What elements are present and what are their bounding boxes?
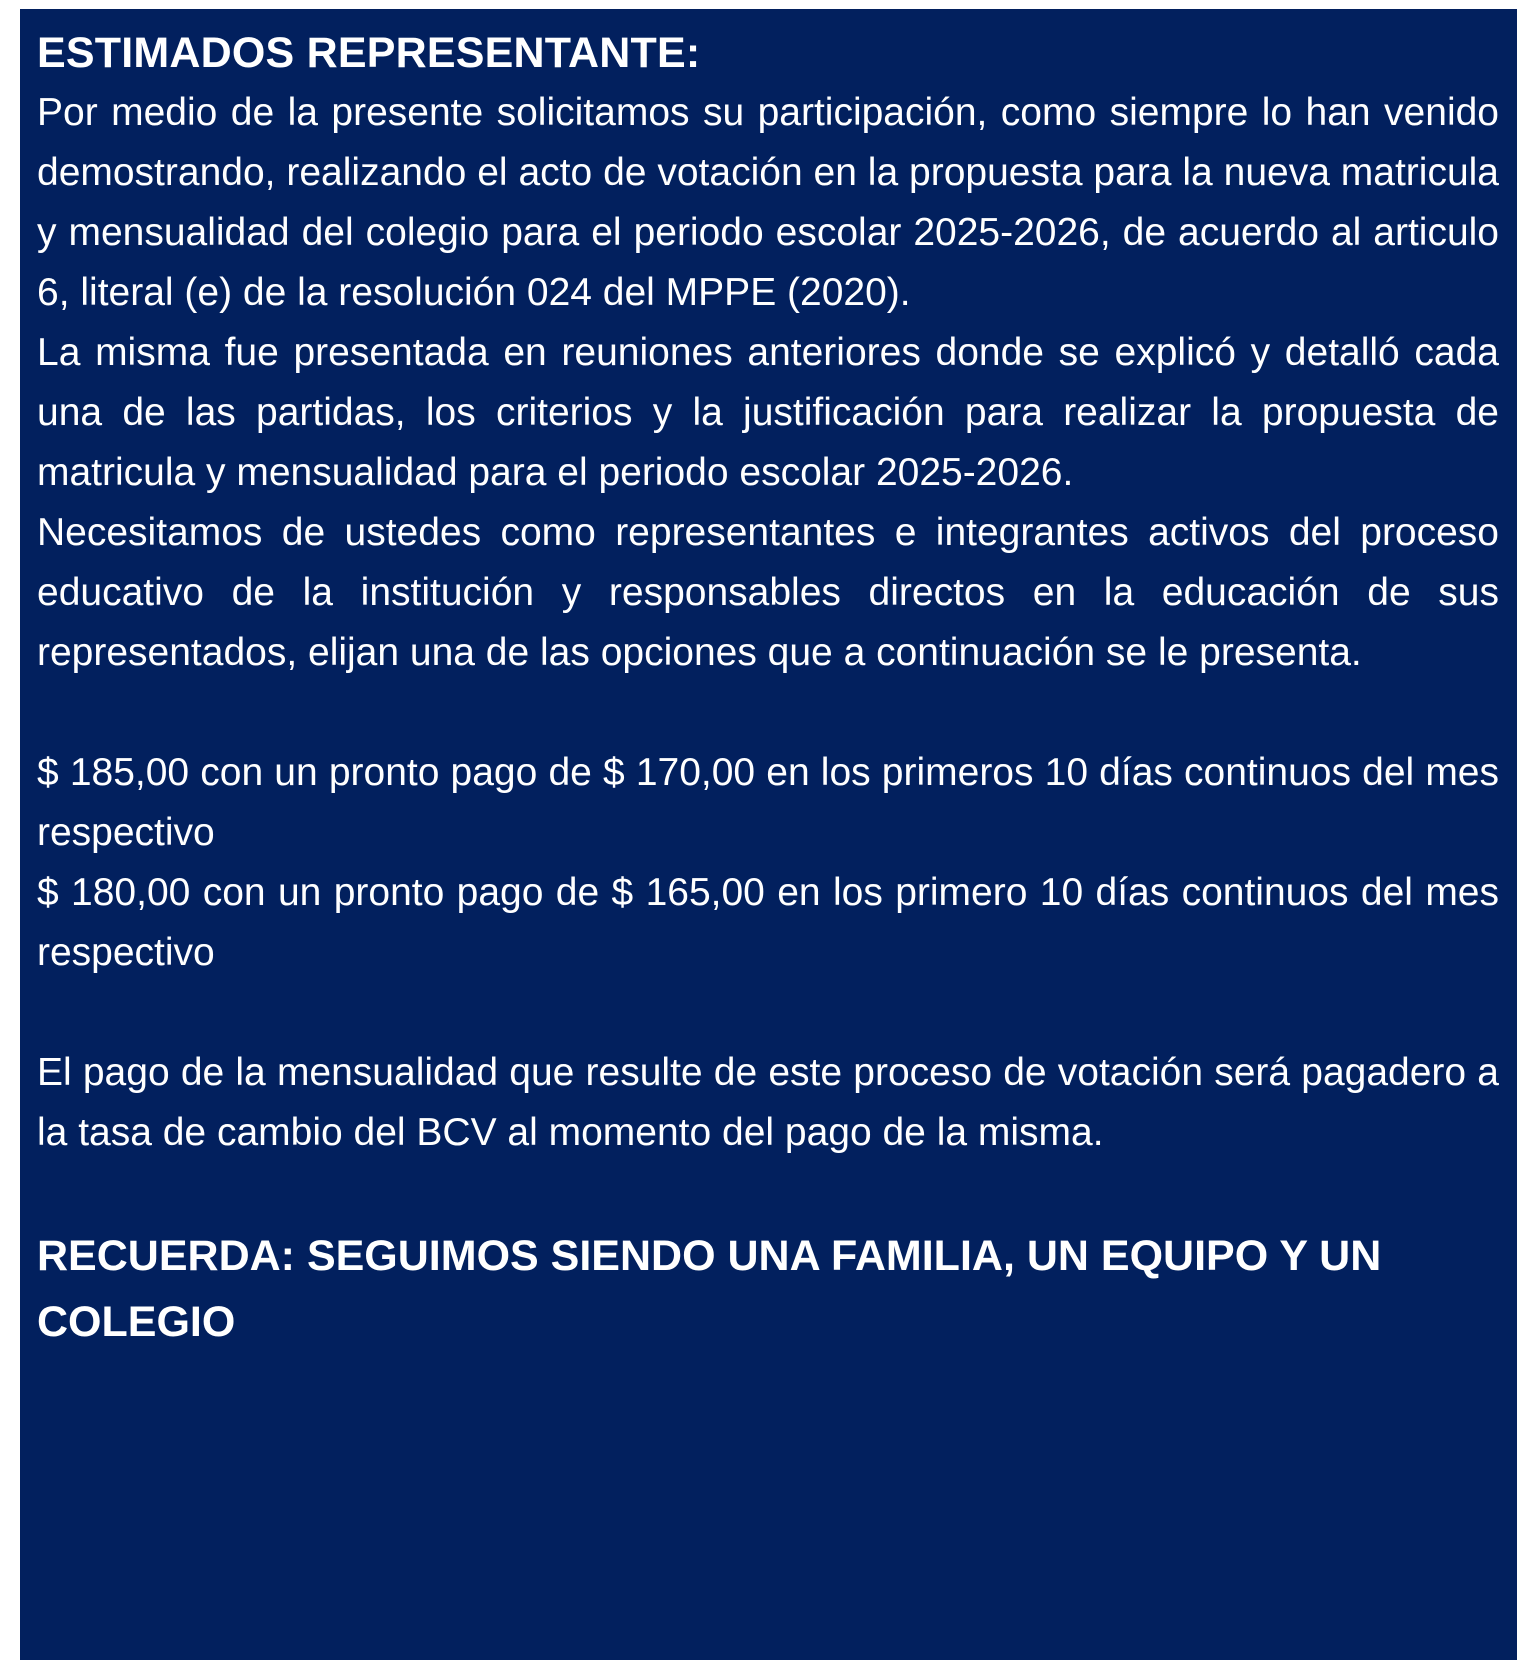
payment-note: El pago de la mensualidad que resulte de este proceso de votación será pagadero a la tasa de cambio del BCV al momento del pago de la misma. [37, 1051, 1499, 1154]
announcement-panel [20, 9, 1517, 1660]
spacer [37, 1163, 1499, 1223]
closing-message: RECUERDA: SEGUIMOS SIENDO UNA FAMILIA, UN EQUIPO Y UN COLEGIO [37, 1232, 1382, 1346]
option-1: $ 185,00 con un pronto pago de $ 170,00 en los primeros 10 días continuos del mes respectivo [37, 751, 1499, 854]
option-2: $ 180,00 con un pronto pago de $ 165,00 en los primero 10 días continuos del mes respectivo [37, 871, 1499, 974]
explanation-paragraph: La misma fue presentada en reuniones anteriores donde se explicó y detalló cada una de las partidas, los criterios y la justificación para realizar la propuesta de matricula y mensualidad para el periodo escolar 2025-2026. [37, 331, 1499, 494]
request-paragraph: Necesitamos de ustedes como representantes e integrantes activos del proceso educativo de la institución y responsables directos en la educación de sus representados, elijan una de las opciones que a continuación se le presenta. [37, 511, 1499, 674]
intro-paragraph: Por medio de la presente solicitamos su participación, como siempre lo han venido demostrando, realizando el acto de votación en la propuesta para la nueva matricula y mensualidad del colegio para el periodo escolar 2025-2026, de acuerdo al articulo 6, literal (e) de la resolución 024 del MPPE (2020). [37, 91, 1499, 314]
spacer [37, 983, 1499, 1043]
spacer [37, 683, 1499, 743]
greeting-heading: ESTIMADOS REPRESENTANTE: [37, 29, 701, 77]
